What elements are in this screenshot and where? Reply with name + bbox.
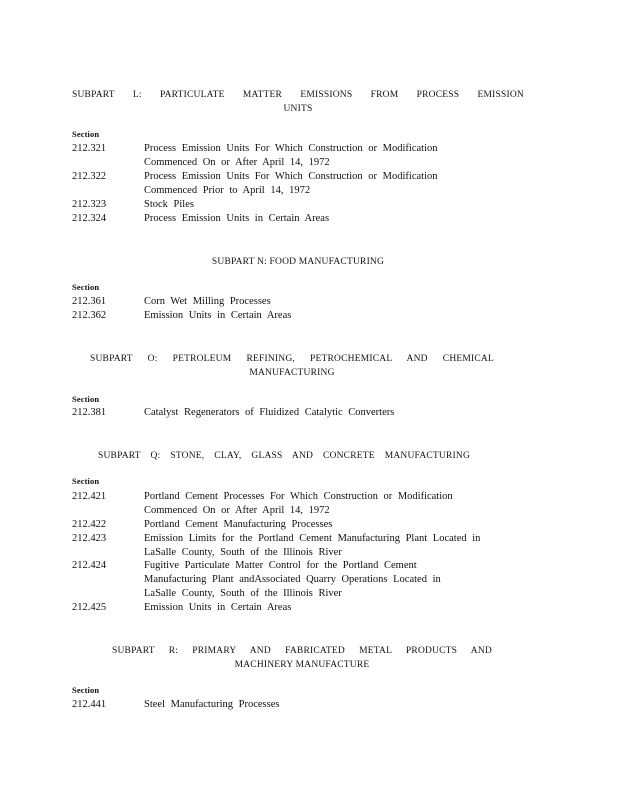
section-number: 212.362 — [72, 310, 107, 321]
subpart-heading-line: SUBPART Q: STONE, CLAY, GLASS AND CONCRETE MANUFACTURING — [98, 451, 470, 461]
section-number: 212.422 — [72, 519, 107, 530]
section-title-line: Portland Cement Manufacturing Processes — [144, 519, 333, 530]
toc-entry — [72, 490, 512, 518]
section-title-line: Commenced On or After April 14, 1972 — [144, 505, 330, 516]
section-title — [144, 406, 512, 420]
section-title-line: Commenced On or After April 14, 1972 — [144, 157, 330, 168]
section-title-line: LaSalle County, South of the Illinois River — [144, 547, 342, 558]
section-number: 212.323 — [72, 199, 107, 210]
section-title-line: Steel Manufacturing Processes — [144, 699, 280, 710]
section-title — [144, 212, 512, 226]
section-title-line: Process Emission Units For Which Construction or Modification — [144, 143, 438, 154]
section-title — [144, 142, 512, 170]
section-number: 212.321 — [72, 143, 107, 154]
subpart-heading-line: MANUFACTURING — [249, 368, 335, 378]
section-label: Section — [72, 394, 100, 404]
subpart-heading-line: SUBPART L: PARTICULATE MATTER EMISSIONS FROM PROCESS EMISSION — [72, 90, 524, 100]
toc-entry — [72, 518, 512, 532]
subpart-r-heading — [112, 644, 492, 672]
section-title — [144, 518, 512, 532]
section-number: 212.424 — [72, 560, 107, 571]
toc-entry — [72, 309, 512, 323]
subpart-heading-line: UNITS — [283, 104, 313, 114]
section-title-line: Process Emission Units in Certain Areas — [144, 213, 330, 224]
section-title-line: Stock Piles — [144, 199, 194, 210]
subpart-heading-line: SUBPART N: FOOD MANUFACTURING — [211, 257, 385, 267]
subpart-l-heading — [72, 88, 524, 116]
section-title-line: Emission Units in Certain Areas — [144, 310, 292, 321]
section-label: Section — [72, 685, 100, 695]
section-title — [144, 170, 512, 198]
section-title-line: Manufacturing Plant andAssociated Quarry Operations Located in — [144, 574, 441, 585]
section-number: 212.421 — [72, 491, 107, 502]
section-title — [144, 698, 512, 712]
section-label: Section — [72, 282, 100, 292]
toc-entry — [72, 142, 512, 170]
section-title — [144, 532, 512, 560]
section-title-line: Corn Wet Milling Processes — [144, 296, 271, 307]
toc-entry — [72, 532, 512, 560]
section-number: 212.441 — [72, 699, 107, 710]
section-title — [144, 198, 512, 212]
section-title — [144, 601, 512, 615]
section-title-line: Process Emission Units For Which Construction or Modification — [144, 171, 438, 182]
toc-entry — [72, 559, 512, 601]
section-title-line: Fugitive Particulate Matter Control for the Portland Cement — [144, 560, 417, 571]
section-number: 212.322 — [72, 171, 107, 182]
toc-entry — [72, 406, 512, 420]
subpart-o-heading — [90, 352, 494, 380]
toc-entry — [72, 698, 512, 712]
section-title — [144, 295, 512, 309]
section-title-line: Catalyst Regenerators of Fluidized Catalytic Converters — [144, 407, 395, 418]
section-number: 212.381 — [72, 407, 107, 418]
section-label: Section — [72, 476, 100, 486]
section-number: 212.423 — [72, 533, 107, 544]
subpart-heading-line: SUBPART O: PETROLEUM REFINING, PETROCHEMICAL AND CHEMICAL — [90, 354, 494, 364]
section-title-line: Portland Cement Processes For Which Construction or Modification — [144, 491, 453, 502]
toc-entry — [72, 295, 512, 309]
section-number: 212.361 — [72, 296, 107, 307]
section-title-line: Emission Units in Certain Areas — [144, 602, 292, 613]
section-title-line: Commenced Prior to April 14, 1972 — [144, 185, 311, 196]
toc-entry — [72, 601, 512, 615]
toc-entry — [72, 198, 512, 212]
section-title — [144, 559, 512, 601]
section-title-line: LaSalle County, South of the Illinois River — [144, 588, 342, 599]
subpart-heading-line: MACHINERY MANUFACTURE — [234, 660, 370, 670]
section-label: Section — [72, 129, 100, 139]
toc-entry — [72, 170, 512, 198]
subpart-heading-line: SUBPART R: PRIMARY AND FABRICATED METAL PRODUCTS AND — [112, 646, 492, 656]
section-title — [144, 309, 512, 323]
subpart-n-heading — [72, 255, 524, 269]
section-number: 212.324 — [72, 213, 107, 224]
toc-entry — [72, 212, 512, 226]
section-number: 212.425 — [72, 602, 107, 613]
section-title-line: Emission Limits for the Portland Cement Manufacturing Plant Located in — [144, 533, 481, 544]
section-title — [144, 490, 512, 518]
subpart-q-heading — [98, 449, 470, 463]
